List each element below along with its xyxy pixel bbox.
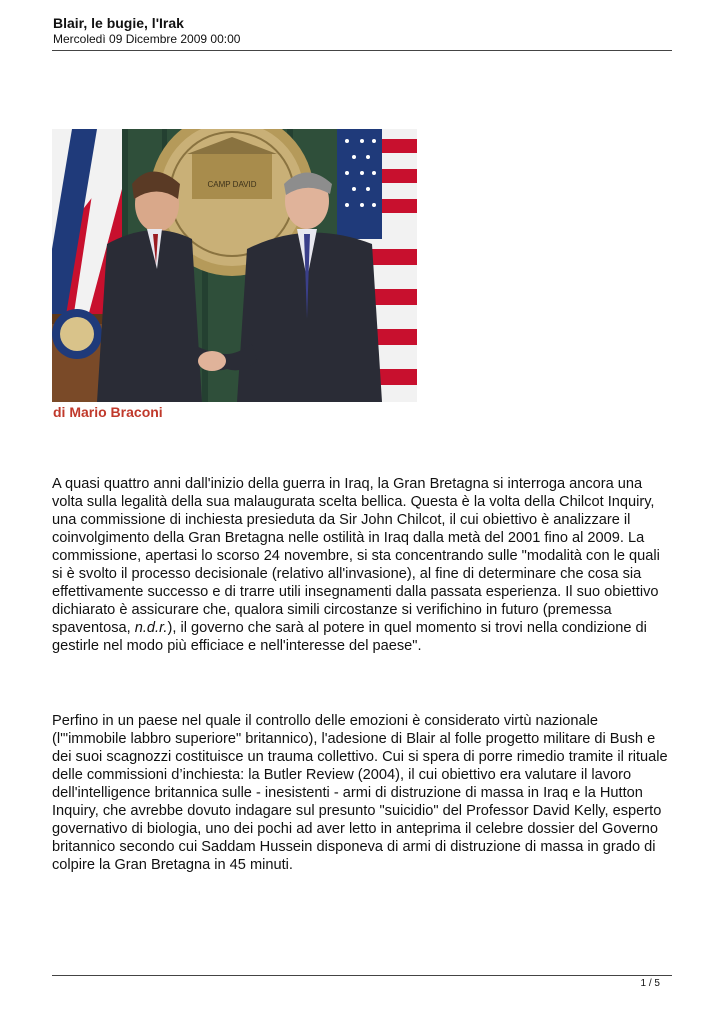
paragraph-1-text-a: A quasi quattro anni dall'inizio della guerra in Iraq, la Gran Bretagna si interroga ancora una volta sulla legalità della sua malaugurata scelta bellica. Questa è la volta della Chilcot Inquiry, una commissione di inchiesta presieduta da Sir John Chilcot, il cui obiettivo è analizzare il coinvolgimento della Gran Bretagna nelle ostilità in Iraq dalla metà del 2001 fino al 2009. La commissione, apertasi lo scorso 24 novembre, si sta concentrando sulle "modalità con le quali si è svolto il processo decisionale (relativo all'invasione), al fine di determinare che cosa sia effettivamente successo e di trarre utili insegnamenti dalla passata esperienza. Il suo obiettivo dichiarato è assicurare che, qualora simili circostanze si verifichino in futuro (premessa spaventosa, (52, 476, 660, 636)
page-title: Blair, le bugie, l'Irak (53, 15, 184, 31)
article-paragraph-1 (52, 475, 672, 655)
publish-date: Mercoledì 09 Dicembre 2009 00:00 (53, 32, 241, 46)
page-number: 1 / 5 (640, 978, 660, 989)
article-photo (52, 129, 417, 402)
article-paragraph-2: Perfino in un paese nel quale il controllo delle emozioni è considerato virtù nazionale (l'"immobile labbro superiore" britannico), l'adesione di Blair al folle progetto militare di Bush e dei suoi scagnozzi costituisce un trauma collettivo. Cui si spera di porre rimedio tramite il rituale delle commissioni d’inchiesta: la Butler Review (2004), il cui obiettivo era valutare il lavoro dell'intelligence britannica sulle - inesistenti - armi di distruzione di massa in Iraq e la Hutton Inquiry, che avrebbe dovuto indagare sul presunto "suicidio" del Professor David Kelly, esperto governativo di biologia, uno dei pochi ad aver letto in anteprima il celebre dossier del Governo britannico secondo cui Saddam Hussein disponeva di armi di distruzione di massa in grado di colpire la Gran Bretagna in 45 minuti. (52, 713, 668, 873)
header-divider (52, 50, 672, 51)
paragraph-1-italic-note: n.d.r. (134, 620, 168, 636)
footer-divider (52, 975, 672, 976)
paragraph-1-text-b: ), il governo che sarà al potere in quel momento si trovi nella condizione di gestirle nel modo più efficiace e nell'interesse del paese". (52, 620, 647, 654)
seal-text: CAMP DAVID (207, 180, 257, 189)
author-byline: di Mario Braconi (53, 404, 163, 420)
